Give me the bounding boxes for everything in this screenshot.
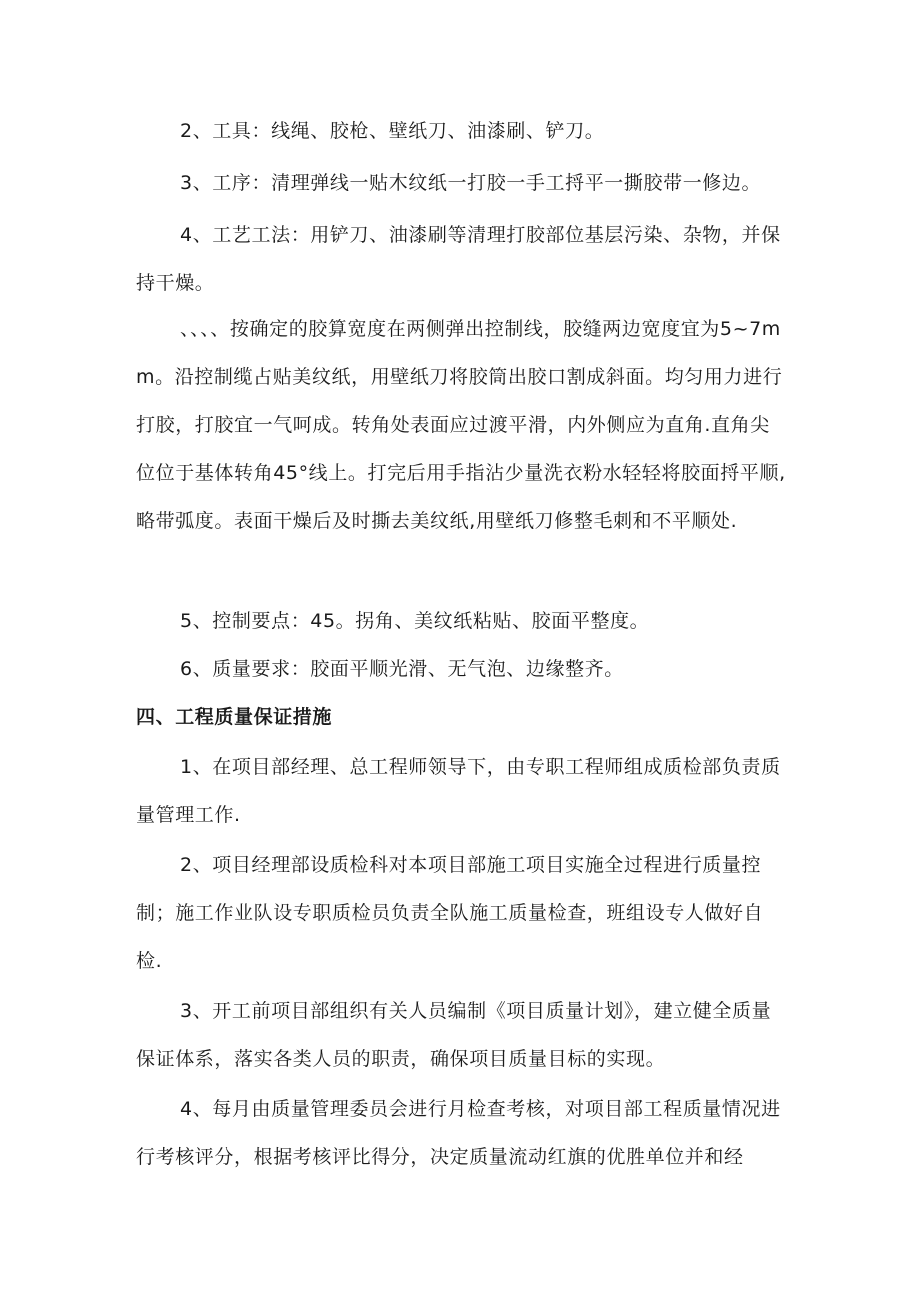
paragraph-quality-requirements: 6、质量要求：胶面平顺光滑、无气泡、边缘整齐。 <box>180 658 624 680</box>
paragraph-quality-item-1: 1、在项目部经理、总工程师领导下，由专职工程师组成质检部负责质量管理工作. <box>136 756 781 826</box>
paragraph-quality-item-3: 3、开工前项目部组织有关人员编制《项目质量计划》，建立健全质量保证体系，落实各类人员的职责，确保项目质量目标的实现。 <box>136 1000 772 1070</box>
paragraph-procedure: 3、工序：清理弹线一贴木纹纸一打胶一手工捋平一撕胶带一修边。 <box>180 172 762 194</box>
paragraph-tools: 2、工具：线绳、胶枪、壁纸刀、油漆刷、铲刀。 <box>180 120 605 142</box>
paragraph-quality-item-2: 2、项目经理部设质检科对本项目部施工项目实施全过程进行质量控制；施工作业队设专职质检员负责全队施工质量检查，班组设专人做好自检. <box>136 854 764 972</box>
paragraph-control-points: 5、控制要点：45。拐角、美纹纸粘贴、胶面平整度。 <box>180 610 650 632</box>
paragraph-quality-item-4: 4、每月由质量管理委员会进行月检查考核，对项目部工程质量情况进行考核评分，根据考核评比得分，决定质量流动红旗的优胜单位并和经 <box>136 1098 781 1168</box>
paragraph-method-detail: 、、、、按确定的胶算宽度在两侧弹出控制线，胶缝两边宽度宜为5~7mm。沿控制缆占贴美纹纸，用壁纸刀将胶筒出胶口割成斜面。均匀用力进行打胶，打胶宜一气呵成。转角处表面应过渡平滑，内外侧应为直角.直角尖位位于基体转角45°线上。打完后用手指沾少量洗衣粉水轻轻将胶面捋平顺,略带弧度。表面干燥后及时撕去美纹纸,用壁纸刀修整毛刺和不平顺处. <box>136 318 786 532</box>
section-heading: 四、工程质量保证措施 <box>136 706 333 728</box>
paragraph-method: 4、工艺工法：用铲刀、油漆刷等清理打胶部位基层污染、杂物，并保持干燥。 <box>136 224 781 294</box>
